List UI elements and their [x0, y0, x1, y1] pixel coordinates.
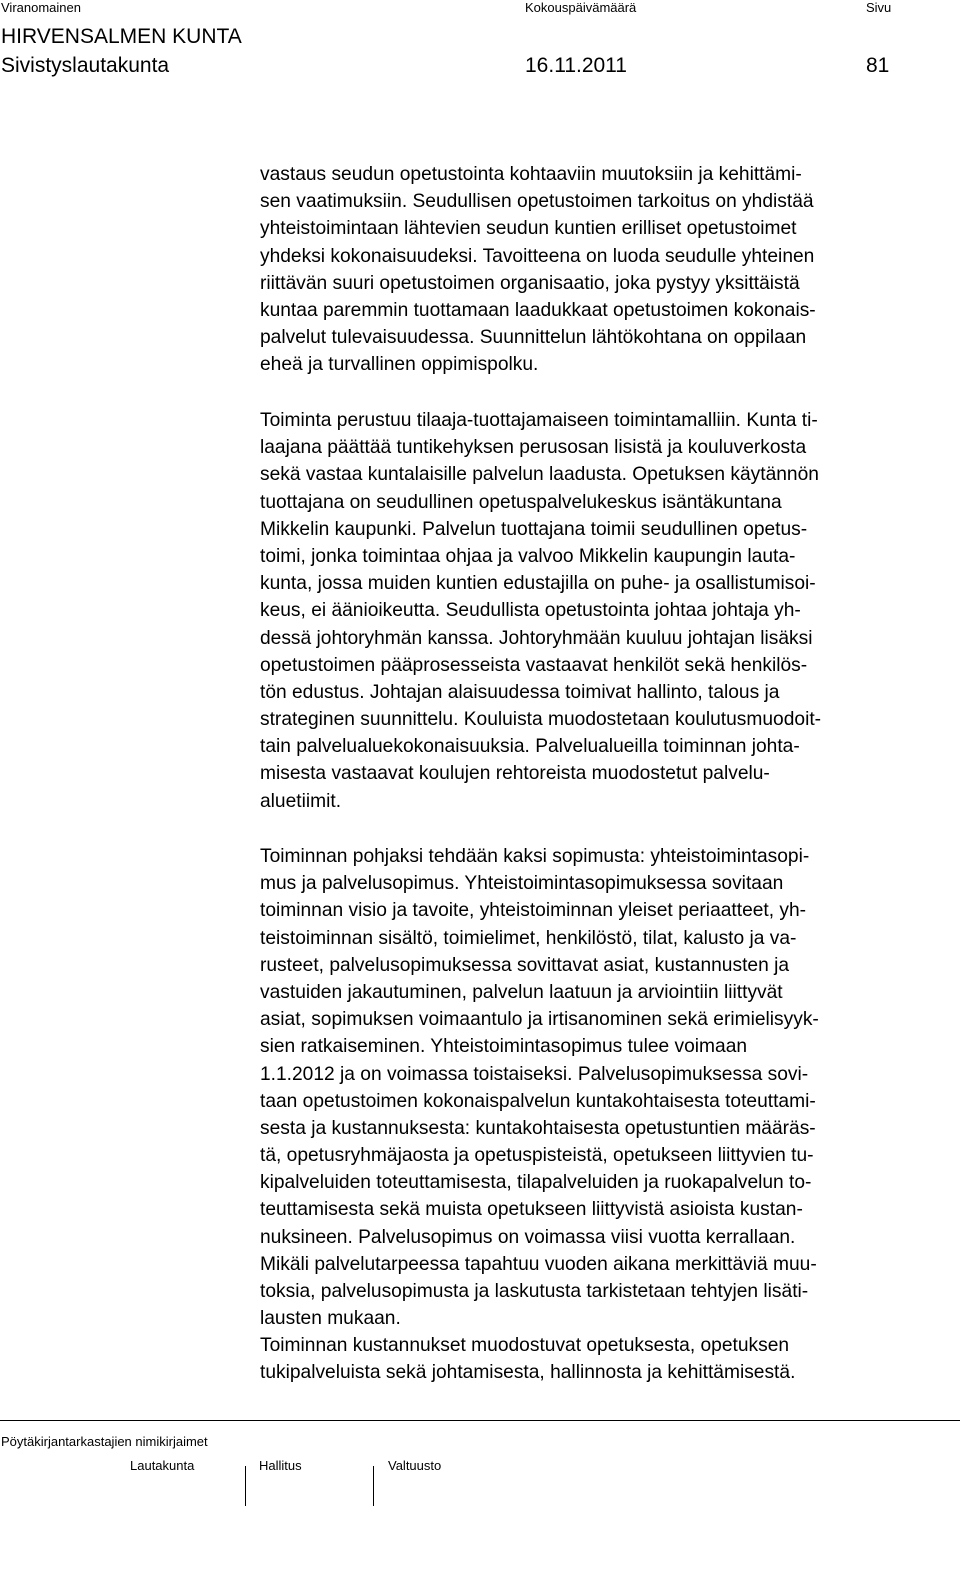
text-line: opetustoimen pääprosesseista vastaavat henkilöt sekä henkilös-	[260, 654, 808, 676]
text-line: taan opetustoimen kokonaispalvelun kuntakohtaisesta toteuttami-	[260, 1090, 816, 1112]
text-line: tön edustus. Johtajan alaisuudessa toimivat hallinto, talous ja	[260, 681, 780, 703]
text-line: 1.1.2012 ja on voimassa toistaiseksi. Palvelusopimuksessa sovi-	[260, 1063, 809, 1085]
text-line: laajana päättää tuntikehyksen perusosan lisistä ja kouluverkosta	[260, 437, 807, 459]
header-label-page: Sivu	[866, 0, 892, 15]
text-line: yhteistoimintaan lähtevien seudun kuntien erilliset opetustoimet	[260, 218, 797, 240]
text-line: dessä johtoryhmän kanssa. Johtoryhmään kuuluu johtajan lisäksi	[260, 627, 813, 649]
header-label-meeting-date: Kokouspäivämäärä	[525, 0, 637, 15]
text-line: tuottajana on seudullinen opetuspalvelukeskus isäntäkuntana	[260, 491, 782, 513]
page-number: 81	[866, 54, 890, 77]
text-line: aluetiimit.	[260, 790, 342, 812]
text-line: tain palvelualuekokonaisuuksia. Palvelualueilla toiminnan johta-	[260, 736, 800, 758]
text-line: misesta vastaavat koulujen rehtoreista muodostetut palvelu-	[260, 763, 770, 785]
text-line: yhdeksi kokonaisuudeksi. Tavoitteena on luoda seudulle yhteinen	[260, 245, 815, 267]
text-line: Toiminta perustuu tilaaja-tuottajamaiseen toimintamalliin. Kunta ti-	[260, 410, 818, 431]
paragraph	[260, 843, 960, 1332]
text-line: toksia, palvelusopimusta ja laskutusta tarkistetaan tehtyjen lisäti-	[260, 1281, 809, 1302]
text-line: sien ratkaiseminen. Yhteistoimintasopimus tulee voimaan	[260, 1036, 748, 1058]
text-line: Toiminnan pohjaksi tehdään kaksi sopimusta: yhteistoimintasopi-	[260, 846, 810, 867]
text-line: vastaus seudun opetustointa kohtaaviin muutoksiin ja kehittämi-	[260, 164, 802, 185]
organization-name: HIRVENSALMEN KUNTA	[1, 25, 242, 48]
text-line: kunta, jossa muiden kuntien edustajilla on puhe- ja osallistumisoi-	[260, 573, 816, 595]
header-label-authority: Viranomainen	[1, 0, 81, 15]
text-line: teuttamisesta sekä muista opetukseen liittyvistä asioista kustan-	[260, 1199, 803, 1221]
text-line: toiminnan visio ja tavoite, yhteistoiminnan yleiset periaatteet, yh-	[260, 900, 807, 922]
text-line: teistoiminnan sisältö, toimielimet, henkilöstö, tilat, kalusto ja va-	[260, 927, 797, 949]
paragraph	[260, 161, 960, 379]
text-line: vastuiden jakautuminen, palvelun laatuun ja arviointiin liittyvät	[260, 981, 783, 1003]
text-line: Mikkelin kaupunki. Palvelun tuottajana toimii seudullinen opetus-	[260, 518, 808, 540]
text-line: Toiminnan kustannukset muodostuvat opetuksesta, opetuksen	[260, 1335, 790, 1356]
text-line: keus, ei äänioikeutta. Seudullista opetustointa johtaa johtaja yh-	[260, 600, 801, 622]
paragraph	[260, 407, 960, 815]
text-line: sesta ja kustannuksesta: kuntakohtaisesta opetustuntien määräs-	[260, 1117, 816, 1139]
text-line: strateginen suunnittelu. Kouluista muodostetaan koulutusmuodoit-	[260, 709, 822, 731]
signatory-hallitus: Hallitus	[259, 1458, 302, 1473]
text-line: nuksineen. Palvelusopimus on voimassa viisi vuotta kerrallaan.	[260, 1226, 796, 1248]
text-line: tukipalveluista sekä johtamisesta, hallinnosta ja kehittämisestä.	[260, 1362, 796, 1384]
text-line: riittävän suuri opetustoimen organisaatio, joka pystyy yksittäistä	[260, 272, 800, 294]
text-line: Mikäli palvelutarpeessa tapahtuu vuoden aikana merkittäviä muu-	[260, 1253, 817, 1275]
footer-divider	[0, 1420, 960, 1421]
text-line: kuntaa paremmin tuottamaan laadukkaat opetustoimen kokonais-	[260, 299, 816, 321]
signatory-lautakunta: Lautakunta	[130, 1458, 195, 1473]
organization-unit: Sivistyslautakunta	[1, 54, 170, 77]
text-line: sekä vastaa kuntalaisille palvelun laadusta. Opetuksen käytännön	[260, 464, 819, 486]
text-line: rusteet, palvelusopimuksessa sovittavat asiat, kustannusten ja	[260, 954, 790, 976]
text-line: toimi, jonka toimintaa ohjaa ja valvoo Mikkelin kaupungin lauta-	[260, 545, 796, 567]
text-line: kipalveluiden toteuttamisesta, tilapalveluiden ja ruokapalvelun to-	[260, 1172, 812, 1194]
meeting-date: 16.11.2011	[525, 54, 627, 77]
signature-divider	[373, 1466, 374, 1506]
text-line: eheä ja turvallinen oppimispolku.	[260, 354, 539, 376]
text-line: mus ja palvelusopimus. Yhteistoimintasopimuksessa sovitaan	[260, 873, 784, 895]
text-line: sen vaatimuksiin. Seudullisen opetustoimen tarkoitus on yhdistää	[260, 191, 814, 213]
signature-divider	[245, 1466, 246, 1506]
text-line: lausten mukaan.	[260, 1308, 401, 1330]
paragraph	[260, 1332, 960, 1386]
signatory-valtuusto: Valtuusto	[388, 1458, 442, 1473]
footer-title: Pöytäkirjantarkastajien nimikirjaimet	[1, 1434, 208, 1449]
text-line: palvelut tulevaisuudessa. Suunnittelun lähtökohtana on oppilaan	[260, 327, 807, 349]
text-line: asiat, sopimuksen voimaantulo ja irtisanominen sekä erimielisyyk-	[260, 1009, 819, 1031]
text-line: tä, opetusryhmäjaosta ja opetuspisteistä, opetukseen liittyvien tu-	[260, 1145, 814, 1167]
